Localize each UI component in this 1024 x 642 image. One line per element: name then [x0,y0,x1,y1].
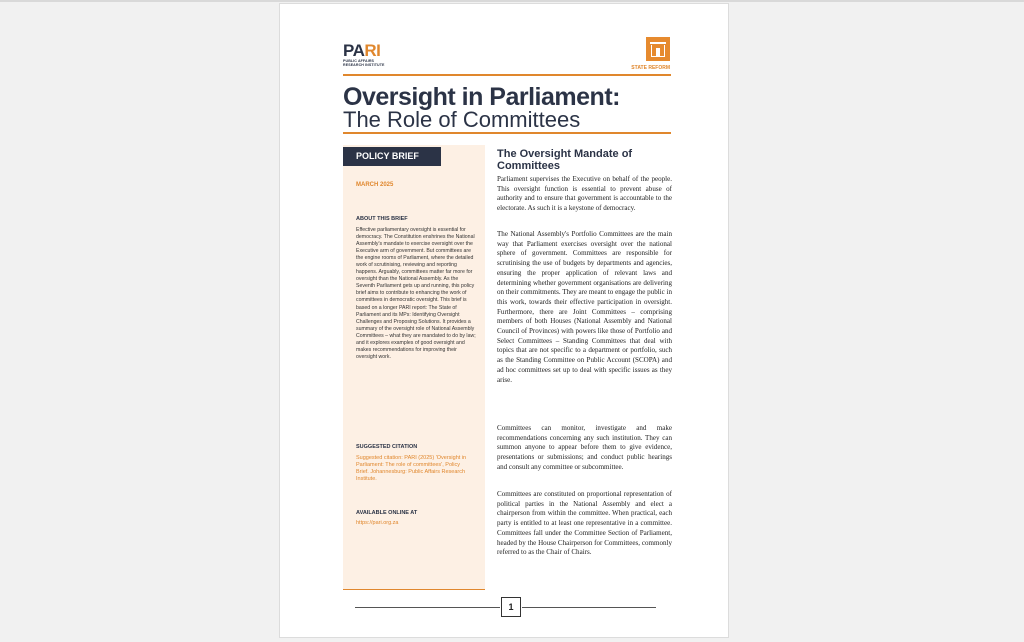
policy-brief-badge: POLICY BRIEF [343,147,441,166]
state-reform-building-icon [646,37,670,61]
body-paragraph: Parliament supervises the Executive on behalf of the people. This oversight function is essential to prevent abuse of authority and to ensure that government is accountable to the electorate. As such it is a keystone of democracy. [497,175,672,213]
logo-subtitle-line2: RESEARCH INSTITUTE [343,63,385,67]
about-heading: ABOUT THIS BRIEF [356,216,408,222]
sidebar-bottom-rule [343,589,485,590]
sidebar-panel [343,145,485,589]
page-title: Oversight in Parliament: [343,83,620,111]
logo-wordmark: PARI [343,41,381,60]
series-label: STATE REFORM [631,65,670,71]
about-text: Effective parliamentary oversight is essential for democracy. The Constitution enshrines the National Assembly's mandate to exercise oversight over the Executive arm of government. But committees are the engine rooms of Parliament, where the detailed work of scrutinising, reviewing and reporting happens. Arguably, committees matter far more for oversight than the National Assembly. As the Seventh Parliament gets up and running, this policy brief aims to contribute to enhancing the work of committees in democratic oversight. This brief is based on a longer PARI report: The State of Parliament and its MPs: Identifying Oversight Challenges and Proposing Solutions. It provides a summary of the oversight role of National Assembly Committees – what they are mandated to do by law; and it explores examples of good oversight and makes recommendations for improving their oversight work. [356,227,476,360]
body-paragraph: The National Assembly's Portfolio Committees are the main way that Parliament exercises oversight over the national sphere of government. Committees are responsible for scrutinising the use of budgets by departments and agencies, ensuring the proper application of relevant laws and determining whether government organisations are delivering on their commitments. They are meant to engage the public in this work, towards their effective participation in oversight. Furthermore, there are Joint Committees – comprising members of both Houses (National Assembly and National Council of Provinces) with powers like those of Portfolio and Select Committees – Standing Committees that deal with topics that are not specific to a department or portfolio, such as the Standing Committee on Public Account (SCOPA) and ad hoc committees set up to deal with specific issues as they arise. [497,230,673,384]
pari-logo [343,42,403,67]
title-divider [343,132,671,134]
header-divider [343,74,671,76]
publication-date: MARCH 2025 [356,182,394,188]
footer-rule-left [355,607,500,608]
online-link[interactable]: https://pari.org.za [356,520,399,526]
footer-rule-right [522,607,656,608]
logo-subtitle-line1: PUBLIC AFFAIRS [343,59,375,63]
citation-heading: SUGGESTED CITATION [356,444,418,450]
citation-text: Suggested citation: PARI (2025) 'Oversight in Parliament: The role of committees', Policy Brief. Johannesburg: Public Affairs Research Institute. [356,455,467,483]
body-paragraph: Committees can monitor, investigate and make recommendations concerning any such institution. They can summon anyone to appear before them to give evidence, presentations or submissions; and conduct public hearings and consult any committee or subcommittee. [497,424,672,471]
online-heading: AVAILABLE ONLINE AT [356,510,418,516]
page-subtitle: The Role of Committees [343,107,581,132]
viewer-top-border [0,0,1024,2]
body-paragraph: Committees are constituted on proportional representation of political parties in the National Assembly and elect a chairperson from within the committee. When practical, each party is entitled to at least one representative in a committee. Committees fall under the Committee Section of Parliament, headed by the House Chairperson for Committees, commonly referred to as the Chair of Chairs. [497,490,672,557]
page-number: 1 [501,597,521,617]
section-heading: The Oversight Mandate of Committees [497,148,633,172]
document-page [279,3,729,638]
